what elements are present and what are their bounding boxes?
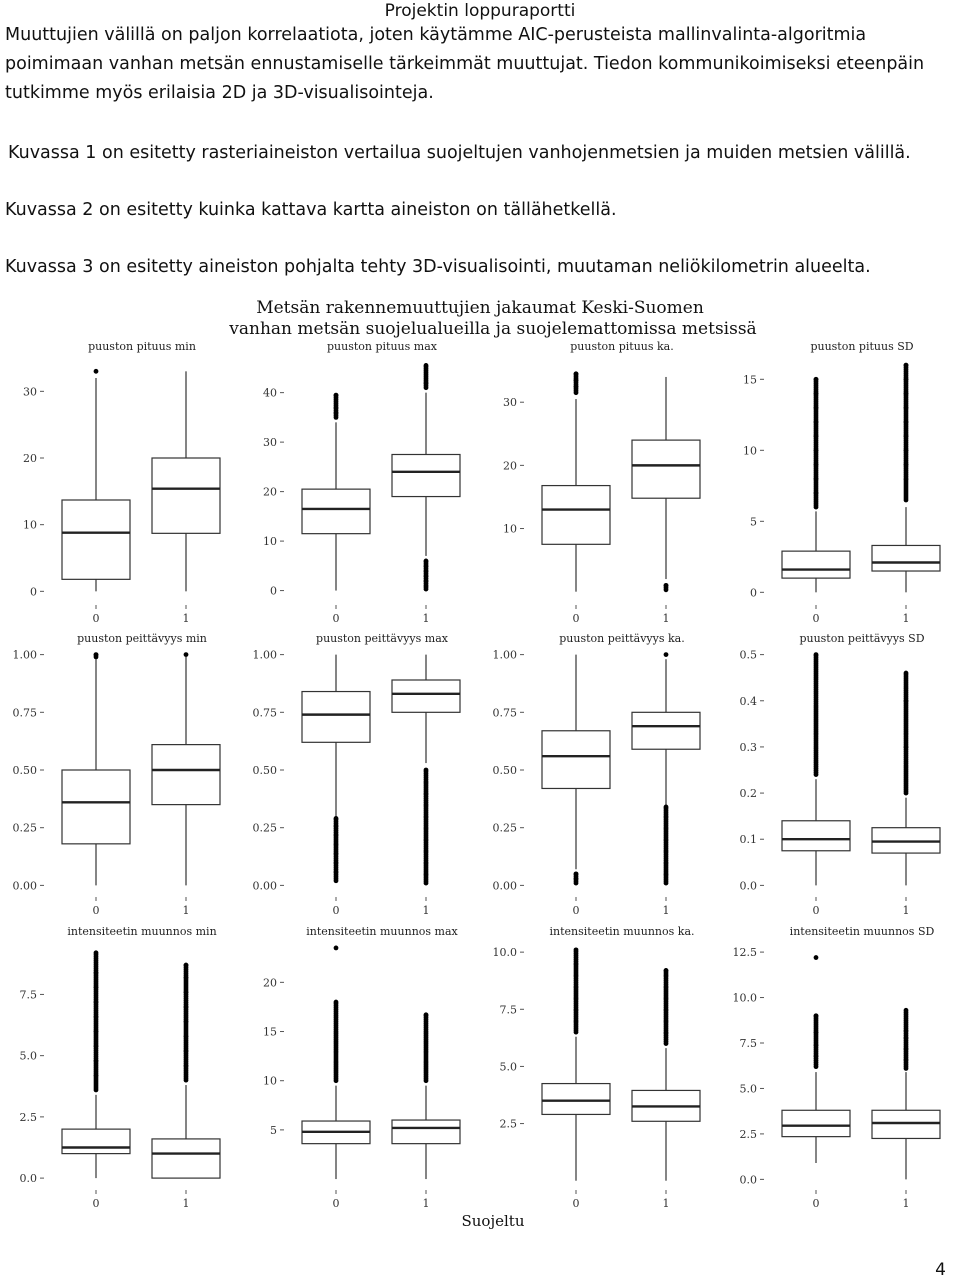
x-tick-label: 1 <box>422 904 430 917</box>
panel-grid <box>13 340 941 1210</box>
x-tick-label: 0 <box>332 1197 340 1210</box>
panel-title: puuston peittävyys min <box>77 632 207 645</box>
y-tick-label: 20 <box>503 459 517 473</box>
x-tick-label: 0 <box>92 612 100 625</box>
outlier-point <box>904 673 909 678</box>
x-tick-label: 0 <box>812 612 820 625</box>
boxplot-panel <box>253 632 461 917</box>
box-0 <box>302 946 370 1180</box>
box-iqr <box>152 458 220 533</box>
outlier-point <box>424 559 429 564</box>
x-tick-label: 0 <box>332 904 340 917</box>
y-tick-label: 30 <box>263 436 277 450</box>
box-iqr <box>782 551 850 578</box>
y-tick-label: 0 <box>270 584 277 598</box>
x-tick-label: 0 <box>812 1197 820 1210</box>
y-tick-label: 0.50 <box>12 764 37 777</box>
outlier-point <box>574 872 579 877</box>
panel-title: puuston pituus max <box>327 340 437 353</box>
x-tick-label: 1 <box>422 1197 430 1210</box>
panel-title: puuston pituus ka. <box>570 340 674 353</box>
box-iqr <box>632 712 700 749</box>
outlier-point <box>664 969 669 974</box>
box-0 <box>302 393 370 591</box>
y-tick-label: 0.3 <box>739 740 757 754</box>
boxplot-panel <box>493 925 701 1210</box>
report-header: Projektin loppuraportti <box>384 1 576 21</box>
box-iqr <box>392 454 460 496</box>
y-tick-label: 0.25 <box>492 821 517 835</box>
outlier-point <box>334 1001 339 1006</box>
page-number: 4 <box>935 1260 946 1280</box>
boxplot-panel <box>740 632 941 917</box>
y-tick-label: 0.00 <box>492 879 517 893</box>
box-iqr <box>392 1120 460 1144</box>
outlier-point <box>814 955 819 960</box>
outlier-point <box>664 806 669 811</box>
box-0 <box>542 371 610 591</box>
y-tick-label: 10 <box>743 444 757 458</box>
box-iqr <box>782 821 850 851</box>
x-tick-label: 0 <box>92 904 100 917</box>
y-tick-label: 20 <box>263 976 277 990</box>
outlier-point <box>424 769 429 774</box>
panel-title: puuston pituus min <box>88 340 196 353</box>
box-iqr <box>62 1129 130 1153</box>
box-0 <box>62 652 130 885</box>
y-tick-label: 5.0 <box>739 1082 757 1096</box>
box-0 <box>782 955 850 1163</box>
box-1 <box>152 371 220 591</box>
boxplot-panel <box>13 632 221 917</box>
y-tick-label: 2.5 <box>739 1127 757 1141</box>
outlier-point <box>424 1013 429 1018</box>
box-iqr <box>302 692 370 743</box>
panel-title: intensiteetin muunnos min <box>67 925 217 938</box>
y-tick-label: 15 <box>263 1025 277 1039</box>
box-iqr <box>62 770 130 844</box>
y-tick-label: 15 <box>743 373 757 387</box>
y-tick-label: 10 <box>503 522 517 536</box>
y-tick-label: 12.5 <box>732 946 757 960</box>
box-0 <box>62 369 130 591</box>
y-tick-label: 2.5 <box>19 1110 37 1124</box>
box-iqr <box>872 545 940 571</box>
box-iqr <box>542 731 610 789</box>
y-tick-label: 7.5 <box>739 1037 757 1050</box>
boxplot-panel <box>23 340 220 625</box>
box-0 <box>302 655 370 884</box>
x-tick-label: 0 <box>332 612 340 625</box>
outlier-point <box>94 952 99 957</box>
panel-title: puuston peittävyys SD <box>799 632 925 645</box>
y-tick-label: 0.25 <box>252 821 277 835</box>
box-1 <box>152 652 220 885</box>
paragraph-figure1-caption: Kuvassa 1 on esitetty rasteriaineiston vertailua suojeltujen vanhojenmetsien ja muiden metsien välillä. <box>8 143 911 163</box>
outlier-point <box>574 372 579 377</box>
box-1 <box>632 377 700 592</box>
box-0 <box>782 377 850 592</box>
paragraph-model-selection: Muuttujien välillä on paljon korrelaatiota, joten käytämme AIC-perusteista mallinvalinta-algoritmia poimimaan vanhan metsän ennustamiselle tärkeimmät muuttujat. Tiedon kommunikoimiseksi eteenpäin tutkimme myös erilaisia 2D ja 3D-visualisointeja. <box>5 25 925 103</box>
boxplot-panel <box>493 632 701 917</box>
y-tick-label: 10 <box>263 535 277 549</box>
box-iqr <box>542 486 610 545</box>
outlier-point <box>184 963 189 968</box>
y-tick-label: 0.0 <box>19 1172 37 1186</box>
outlier-point <box>664 652 669 657</box>
panel-title: puuston peittävyys ka. <box>559 632 685 645</box>
box-1 <box>392 655 460 886</box>
paragraph-figure3-caption: Kuvassa 3 on esitetty aineiston pohjalta tehty 3D-visualisointi, muutaman neliökilometrin alueelta. <box>5 257 871 277</box>
figure-title-line1: Metsän rakennemuuttujien jakaumat Keski-Suomen <box>256 298 704 318</box>
boxplot-panel <box>263 340 460 625</box>
box-iqr <box>872 1110 940 1138</box>
x-tick-label: 0 <box>572 1197 580 1210</box>
outlier-point <box>904 1010 909 1015</box>
outlier-point <box>904 363 909 368</box>
x-tick-label: 1 <box>662 1197 670 1210</box>
box-iqr <box>782 1110 850 1136</box>
y-tick-label: 5.0 <box>499 1060 517 1074</box>
box-1 <box>872 671 940 886</box>
panel-title: intensiteetin muunnos SD <box>789 925 935 938</box>
box-0 <box>542 655 610 886</box>
boxplot-panel <box>20 925 221 1210</box>
box-iqr <box>62 500 130 579</box>
y-tick-label: 0.00 <box>12 879 37 893</box>
box-0 <box>782 652 850 885</box>
y-tick-label: 20 <box>263 485 277 499</box>
x-tick-label: 1 <box>182 1197 190 1210</box>
panel-title: intensiteetin muunnos ka. <box>549 925 695 938</box>
y-tick-label: 7.5 <box>499 1003 517 1017</box>
y-tick-label: 0.2 <box>739 787 757 801</box>
box-1 <box>392 1012 460 1179</box>
boxplot-panel <box>503 340 700 625</box>
y-tick-label: 20 <box>23 452 37 465</box>
panel-title: puuston peittävyys max <box>316 632 448 645</box>
box-iqr <box>152 1139 220 1178</box>
y-tick-label: 5 <box>270 1123 277 1137</box>
box-1 <box>632 968 700 1181</box>
y-tick-label: 7.5 <box>19 988 37 1002</box>
box-1 <box>392 363 460 591</box>
y-tick-label: 0.75 <box>12 706 37 720</box>
box-1 <box>152 963 220 1178</box>
y-tick-label: 0 <box>750 586 757 600</box>
x-tick-label: 1 <box>182 612 190 625</box>
y-tick-label: 0.0 <box>739 879 757 893</box>
outlier-point <box>334 393 339 398</box>
x-tick-label: 1 <box>662 904 670 917</box>
box-0 <box>62 950 130 1178</box>
box-iqr <box>392 680 460 712</box>
outlier-point <box>814 1014 819 1019</box>
y-tick-label: 0.50 <box>492 764 517 777</box>
outlier-point <box>424 364 429 369</box>
y-tick-label: 1.00 <box>12 648 37 662</box>
box-1 <box>872 1008 940 1179</box>
y-tick-label: 0.50 <box>252 764 277 777</box>
box-iqr <box>542 1084 610 1115</box>
y-tick-label: 0.1 <box>739 833 757 847</box>
y-tick-label: 1.00 <box>252 648 277 662</box>
x-tick-label: 1 <box>902 612 910 625</box>
x-tick-label: 1 <box>902 904 910 917</box>
y-tick-label: 10.0 <box>492 946 517 960</box>
x-tick-label: 0 <box>92 1197 100 1210</box>
y-tick-label: 0.25 <box>12 821 37 835</box>
x-tick-label: 0 <box>572 904 580 917</box>
panel-title: puuston pituus SD <box>810 340 914 353</box>
outlier-point <box>334 817 339 822</box>
y-tick-label: 5 <box>750 515 757 529</box>
x-tick-label: 1 <box>662 612 670 625</box>
y-tick-label: 30 <box>23 385 37 399</box>
y-tick-label: 0.4 <box>739 694 757 708</box>
y-tick-label: 0 <box>30 585 37 599</box>
paragraph-figure2-caption: Kuvassa 2 on esitetty kuinka kattava kartta aineiston on tällähetkellä. <box>5 200 617 220</box>
box-iqr <box>152 745 220 805</box>
boxplot-figure <box>0 292 960 1237</box>
x-axis-label: Suojeltu <box>461 1212 525 1230</box>
x-tick-label: 1 <box>182 904 190 917</box>
y-tick-label: 5.0 <box>19 1049 37 1063</box>
boxplot-panel <box>743 340 940 625</box>
x-tick-label: 0 <box>812 904 820 917</box>
box-1 <box>872 363 940 593</box>
panel-title: intensiteetin muunnos max <box>306 925 458 938</box>
y-tick-label: 40 <box>263 386 277 400</box>
box-iqr <box>632 440 700 498</box>
y-tick-label: 2.5 <box>499 1117 517 1131</box>
y-tick-label: 0.75 <box>492 706 517 720</box>
y-tick-label: 0.00 <box>252 879 277 893</box>
y-tick-label: 10.0 <box>732 991 757 1005</box>
x-tick-label: 1 <box>422 612 430 625</box>
y-tick-label: 0.75 <box>252 706 277 720</box>
y-tick-label: 1.00 <box>492 648 517 662</box>
boxplot-panel <box>263 925 460 1210</box>
outlier-point <box>184 652 189 657</box>
y-tick-label: 10 <box>23 518 37 532</box>
outlier-point <box>334 946 339 951</box>
x-tick-label: 0 <box>572 612 580 625</box>
x-tick-label: 1 <box>902 1197 910 1210</box>
outlier-point <box>574 949 579 954</box>
box-iqr <box>302 489 370 534</box>
figure-title-line2: vanhan metsän suojelualueilla ja suojelemattomissa metsissä <box>229 319 757 339</box>
outlier-point <box>94 369 99 374</box>
boxplot-panel <box>733 925 941 1210</box>
outlier-point <box>814 653 819 658</box>
y-tick-label: 0.0 <box>739 1173 757 1187</box>
y-tick-label: 10 <box>263 1074 277 1088</box>
outlier-point <box>664 583 669 588</box>
outlier-point <box>814 377 819 382</box>
box-0 <box>542 947 610 1180</box>
y-tick-label: 30 <box>503 396 517 410</box>
outlier-point <box>94 653 99 658</box>
y-tick-label: 0.5 <box>739 648 757 662</box>
box-1 <box>632 652 700 885</box>
